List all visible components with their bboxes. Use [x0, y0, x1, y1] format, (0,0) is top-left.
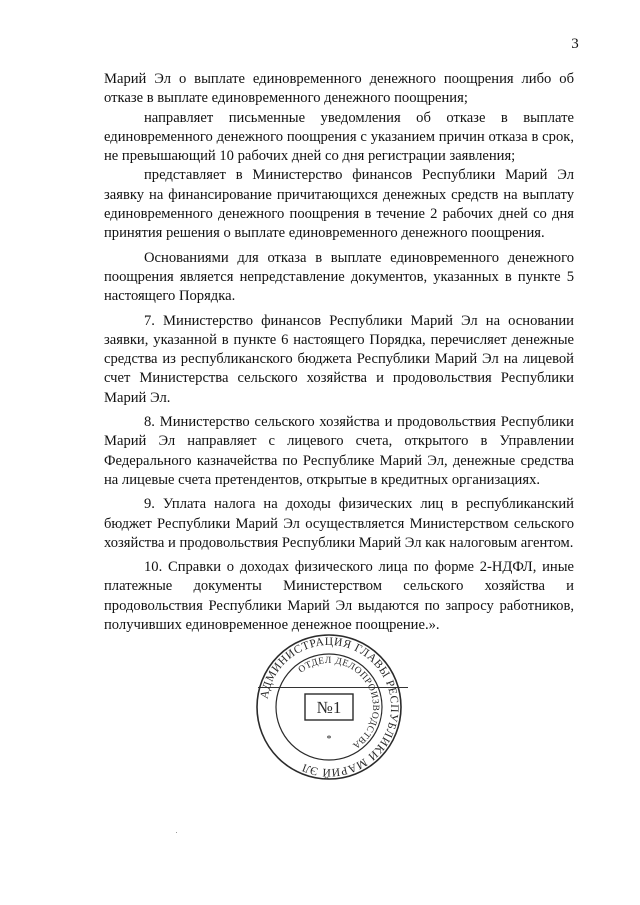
paragraph-refusal-grounds: Основаниями для отказа в выплате единовременного денежного поощрения является непредставление документов, указанных в пункте 5 настоящего Порядка. — [104, 249, 574, 305]
paragraph-item-10: 10. Справки о доходах физического лица по форме 2-НДФЛ, иные платежные документы Министерством сельского хозяйства и продовольствия Республики Марий Эл выдаются по запросу работников, получивших единовременное денежное поощрение.». — [104, 559, 574, 634]
paragraph-item-8: 8. Министерство сельского хозяйства и продовольствия Республики Марий Эл направляет с лицевого счета, открытого в Управлении Федерального казначейства по Республике Марий Эл, денежные средства на лицевые счета претендентов, открытые в кредитных организациях. — [104, 414, 574, 488]
paragraph-continuation: Марий Эл о выплате единовременного денежного поощрения либо об отказе в выплате единовременного денежного поощрения; — [104, 71, 574, 107]
seal-inner-text: ОТДЕЛ ДЕЛОПРОИЗВОДСТВА — [296, 655, 381, 751]
page-number: 3 — [571, 36, 579, 52]
paragraph-notice: направляет письменные уведомления об отказе в выплате единовременного денежного поощрения с указанием причин отказа в срок, не превышающий 10 рабочих дней со дня регистрации заявления; — [104, 109, 574, 165]
scan-speck — [176, 832, 177, 833]
paragraph-application: представляет в Министерство финансов Республики Марий Эл заявку на финансирование причитающихся денежных средств на выплату единовременного денежного поощрения в течение 2 рабочих дней со дня принятия решения о выплате единовременного денежного поощрения. — [104, 167, 574, 242]
paragraph-item-9: 9. Уплата налога на доходы физических лиц в республиканский бюджет Республики Марий Эл осуществляется Министерством сельского хозяйства и продовольствия Республики Марий Эл как налоговым агентом. — [104, 496, 574, 551]
official-seal — [254, 632, 404, 782]
seal-number: №1 — [316, 698, 342, 717]
paragraph-item-7: 7. Министерство финансов Республики Марий Эл на основании заявки, указанной в пункте 6 настоящего Порядка, перечисляет денежные средства из республиканского бюджета Республики Марий Эл на лицевой счет Министерства сельского хозяйства и продовольствия Республики Марий Эл. — [104, 312, 574, 406]
document-body — [104, 70, 574, 635]
seal-star: * — [326, 734, 332, 745]
seal-outer-text: АДМИНИСТРАЦИЯ ГЛАВЫ РЕСПУБЛИКИ МАРИЙ ЭЛ — [258, 635, 401, 779]
